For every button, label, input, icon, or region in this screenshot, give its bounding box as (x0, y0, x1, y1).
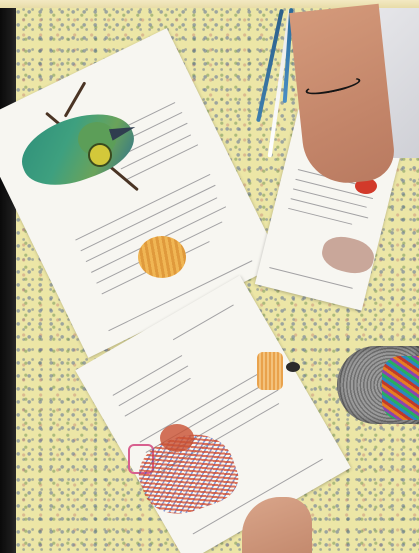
animal-head-drawing (160, 424, 194, 452)
small-bird-drawing (286, 362, 300, 372)
nest-drawing (138, 236, 186, 278)
left-shadow (0, 8, 16, 553)
bird-eye-drawing (88, 143, 112, 167)
cage-drawing (257, 352, 283, 390)
colored-pencils (382, 356, 419, 420)
